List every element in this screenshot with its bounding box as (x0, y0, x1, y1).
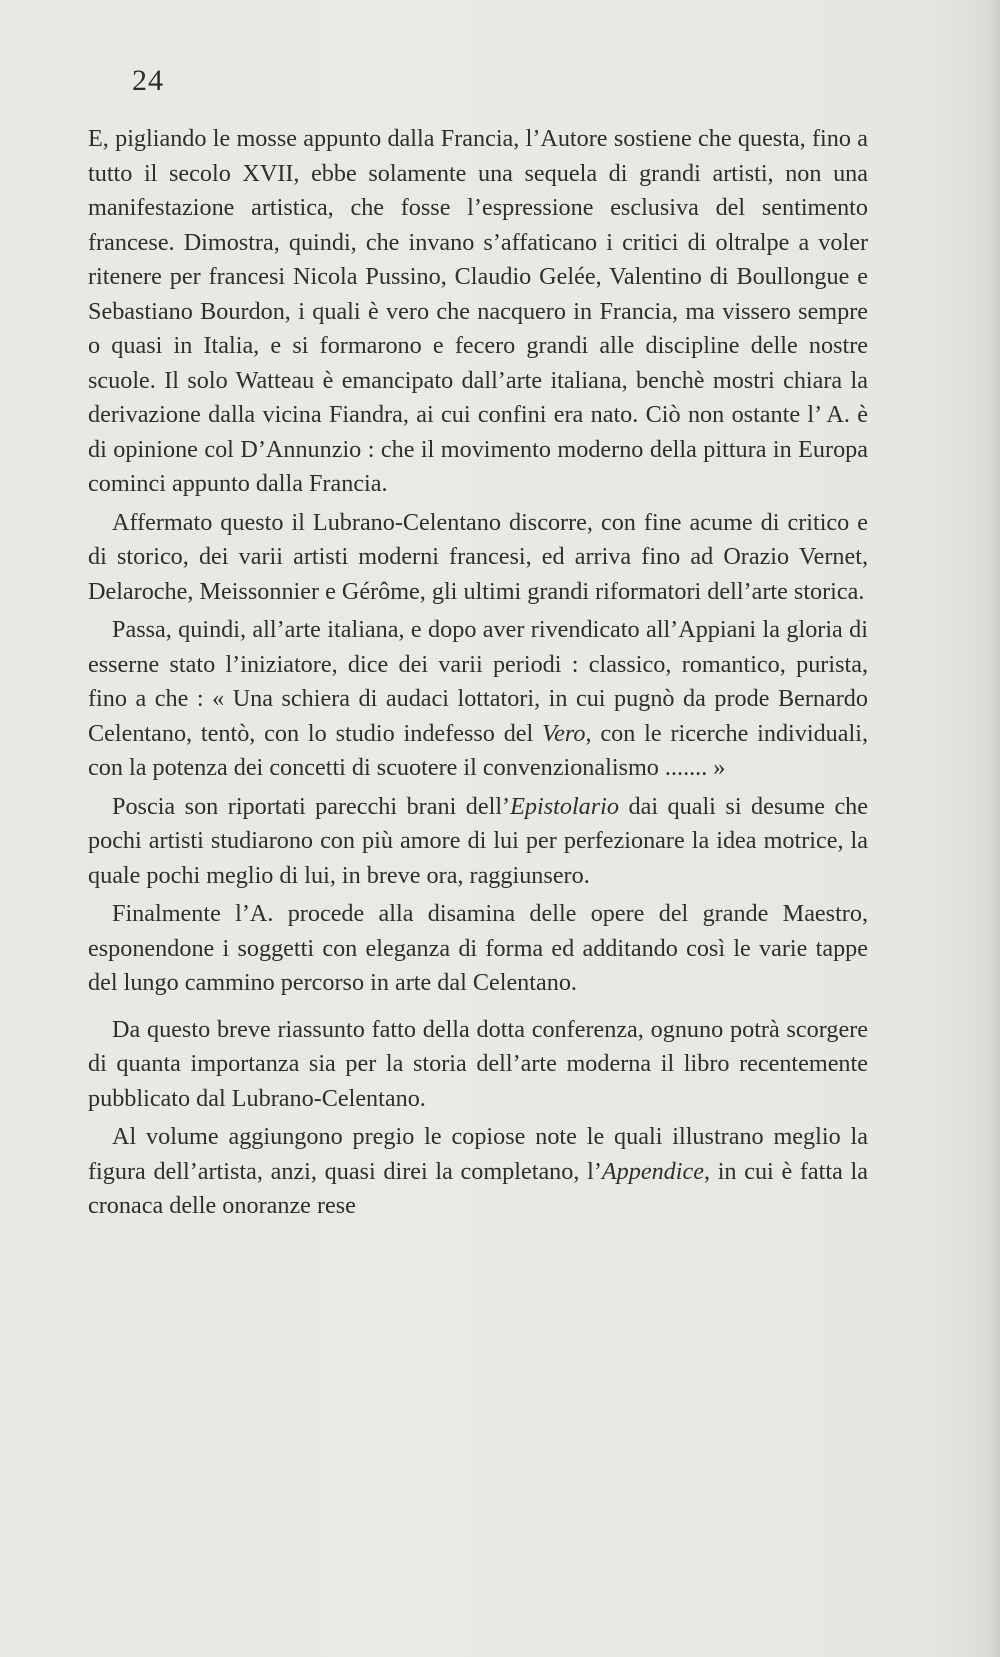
paragraph-7 (88, 1120, 868, 1224)
paragraph-text: , con le ricerche individuali, con la potenza dei concetti di scuotere il convenzionalismo ....... » (88, 719, 868, 781)
paragraph-text: , in cui è fatta la cronaca delle onoranze rese (88, 1157, 868, 1219)
paragraph-text: Affermato questo il Lubrano-Celentano discorre, con fine acume di critico e di storico, dei varii artisti moderni francesi, ed arriva fino ad Orazio Vernet, Delaroche, Meissonnier e Gérôme, gli ultimi grandi riformatori dell’arte storica. (88, 508, 868, 605)
paragraph-text: dai quali si desume che pochi artisti studiarono con più amore di lui per perfezionare la idea motrice, la quale pochi meglio di lui, in breve ora, raggiunsero. (88, 792, 869, 889)
paragraph-text: Al volume aggiungono pregio le copiose note le quali illustrano meglio la figura dell’artista, anzi, quasi direi la completano, l’ (88, 1123, 868, 1185)
paragraph-text: Da questo breve riassunto fatto della dotta conferenza, ognuno potrà scorgere di quanta importanza sia per la storia dell’arte moderna il libro recentemente pubblicato dal Lubrano-Celentano. (88, 1015, 868, 1112)
paragraph-text: Passa, quindi, all’arte italiana, e dopo aver rivendicato all’Appiani la gloria di esserne stato l’iniziatore, dice dei varii periodi : classico, romantico, purista, fino a che : « Una schiera di audaci lottatori, in cui pugnò da prode Bernardo Celentano, tentò, con lo studio indefesso del (88, 616, 868, 747)
paragraph-text: Finalmente l’A. procede alla disamina delle opere del grande Maestro, esponendone i soggetti con eleganza di forma ed additando così le varie tappe del lungo cammino percorso in arte dal Celentano. (88, 900, 868, 996)
italic-word: Vero (542, 719, 586, 747)
page-edge-shadow (986, 0, 1000, 1657)
italic-word: Epistolario (510, 792, 619, 820)
page-number: 24 (132, 64, 164, 97)
paragraph-text: Poscia son riportati parecchi brani dell’ (112, 792, 511, 820)
paragraph-5 (88, 897, 868, 1001)
body-text (88, 122, 868, 1224)
paragraph-1 (88, 122, 868, 502)
paragraph-6 (88, 1013, 868, 1117)
paragraph-text: E, pigliando le mosse appunto dalla Francia, l’Autore sostiene che questa, fino a tutto il secolo XVII, ebbe solamente una sequela di grandi artisti, non una manifestazione artistica, che fosse l’espressione esclusiva del sentimento francese. Dimostra, quindi, che invano s’affaticano i critici di oltralpe a voler ritenere per francesi Nicola Pussino, Claudio Gelée, Valentino di Boullongue e Sebastiano Bourdon, i quali è vero che nacquero in Francia, ma vissero sempre o quasi in Italia, e si formarono e fecero grandi alle discipline delle nostre scuole. Il solo Watteau è emancipato dall’arte italiana, benchè mostri chiara la derivazione dalla vicina Fiandra, ai cui confini era nato. Ciò non ostante l’ A. è di opinione col D’Annunzio : che il movimento moderno della pittura in Europa cominci appunto dalla Francia. (88, 125, 868, 497)
paragraph-4 (88, 790, 868, 894)
paragraph-2 (88, 506, 868, 610)
italic-word: Appendice (601, 1157, 704, 1185)
paragraph-3 (88, 613, 868, 786)
